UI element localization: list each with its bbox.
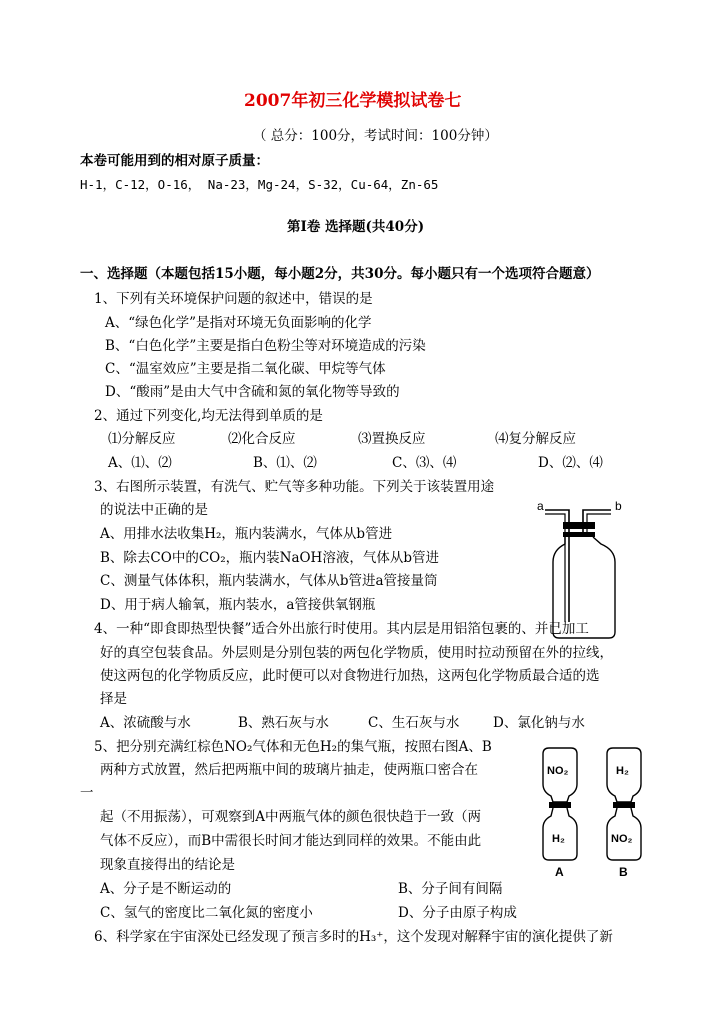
question-2-option-d: D、⑵、⑷ <box>538 455 603 471</box>
question-3-option-b: B、除去CO中的CO₂，瓶内装NaOH溶液，气体从b管进 <box>100 550 439 566</box>
question-3-option-c: C、测量气体体积，瓶内装满水，气体从b管进a管接量筒 <box>100 573 438 589</box>
question-2-option-c: C、⑶、⑷ <box>392 455 457 471</box>
question-3-option-d: D、用于病人输氧，瓶内装水，a管接供氧钢瓶 <box>100 597 376 613</box>
bottle-a-top-label: NO₂ <box>547 765 569 777</box>
question-2-reaction-1: ⑴分解反应 <box>108 431 176 447</box>
question-1-option-a: A、“绿色化学”是指对环境无负面影响的化学 <box>105 315 372 331</box>
question-5-stem-line-2: 两种方式放置，然后把两瓶中间的玻璃片抽走，使两瓶口密合在 <box>100 762 478 778</box>
question-3-option-a: A、用排水法收集H₂，瓶内装满水，气体从b管进 <box>100 526 393 542</box>
question-6-stem-line-1: 6、科学家在宇宙深处已经发现了预言多时的H₃⁺，这个发现对解释宇宙的演化提供了新 <box>94 929 613 945</box>
gas-bottles-figure <box>535 740 655 880</box>
question-5-stem-line-1: 5、把分别充满红棕色NO₂气体和无色H₂的集气瓶，按照右图A、B <box>94 739 492 755</box>
atomic-mass-heading: 本卷可能用到的相对原子质量： <box>80 153 269 169</box>
question-1-option-c: C、“温室效应”主要是指二氧化碳、甲烷等气体 <box>105 361 386 377</box>
tube-a-label: a <box>537 499 544 513</box>
part-title: 第Ⅰ卷 选择题(共40分) <box>287 219 425 235</box>
question-4-option-c: C、生石灰与水 <box>368 715 460 731</box>
question-2-reaction-3: ⑶置换反应 <box>358 431 426 447</box>
question-4-option-d: D、氯化钠与水 <box>493 715 585 731</box>
question-5-option-c: C、氢气的密度比二氧化氮的密度小 <box>100 905 313 921</box>
question-2-reaction-2: ⑵化合反应 <box>228 431 296 447</box>
question-5-option-a: A、分子是不断运动的 <box>100 881 232 897</box>
question-5-stem-line-4: 起（不用振荡），可观察到A中两瓶气体的颜色很快趋于一致（两 <box>100 809 481 825</box>
bottle-a-bottom-label: H₂ <box>552 833 565 845</box>
question-5-option-d: D、分子由原子构成 <box>398 905 517 921</box>
question-2-option-b: B、⑴、⑵ <box>253 455 317 471</box>
page-subtitle: （ 总分：100分，考试时间：100分钟） <box>253 128 498 144</box>
question-4-stem-line-2: 好的真空包装食品。外层则是分别包装的两包化学物质，使用时拉动预留在外的拉线， <box>100 645 613 661</box>
question-1-option-d: D、“酸雨”是由大气中含硫和氮的氧化物等导致的 <box>105 384 400 400</box>
page-title: 2007年初三化学模拟试卷七 <box>244 91 462 111</box>
wash-bottle-figure <box>525 492 635 640</box>
bottle-b-top-label: H₂ <box>616 765 629 777</box>
question-4-stem-line-1: 4、一种“即食即热型快餐”适合外出旅行时使用。其内层是用铝箔包裹的、并已加工 <box>94 621 589 637</box>
bottle-b-bottom-label: NO₂ <box>611 833 633 845</box>
question-5-stem-line-3: 一 <box>80 785 94 801</box>
question-5-stem-line-6: 现象直接得出的结论是 <box>100 857 235 873</box>
tube-b-label: b <box>615 499 622 513</box>
question-2-stem: 2、通过下列变化,均无法得到单质的是 <box>94 408 323 424</box>
question-1-stem: 1、下列有关环境保护问题的叙述中，错误的是 <box>94 291 373 307</box>
question-3-stem-line-2: 的说法中正确的是 <box>100 502 208 518</box>
question-3-stem-line-1: 3、右图所示装置，有洗气、贮气等多种功能。下列关于该装置用途 <box>94 479 495 495</box>
bottle-b-caption: B <box>619 865 628 879</box>
question-4-option-b: B、熟石灰与水 <box>238 715 329 731</box>
atomic-mass-values: H-1，C-12，O-16， Na-23，Mg-24，S-32，Cu-64，Zn-65 <box>80 177 439 192</box>
question-2-reaction-4: ⑷复分解反应 <box>495 431 576 447</box>
section-heading: 一、选择题（本题包括15小题，每小题2分，共30分。每小题只有一个选项符合题意） <box>80 266 600 282</box>
bottle-a-caption: A <box>555 865 564 879</box>
question-4-stem-line-3: 使这两包的化学物质反应，此时便可以对食物进行加热，这两包化学物质最合适的选 <box>100 668 600 684</box>
question-1-option-b: B、“白色化学”主要是指白色粉尘等对环境造成的污染 <box>105 338 426 354</box>
question-5-option-b: B、分子间有间隔 <box>398 881 503 897</box>
question-4-option-a: A、浓硫酸与水 <box>100 715 191 731</box>
question-5-stem-line-5: 气体不反应），而B中需很长时间才能达到同样的效果。不能由此 <box>100 833 482 849</box>
question-2-option-a: A、⑴、⑵ <box>108 455 172 471</box>
question-4-stem-line-4: 择是 <box>100 691 127 707</box>
